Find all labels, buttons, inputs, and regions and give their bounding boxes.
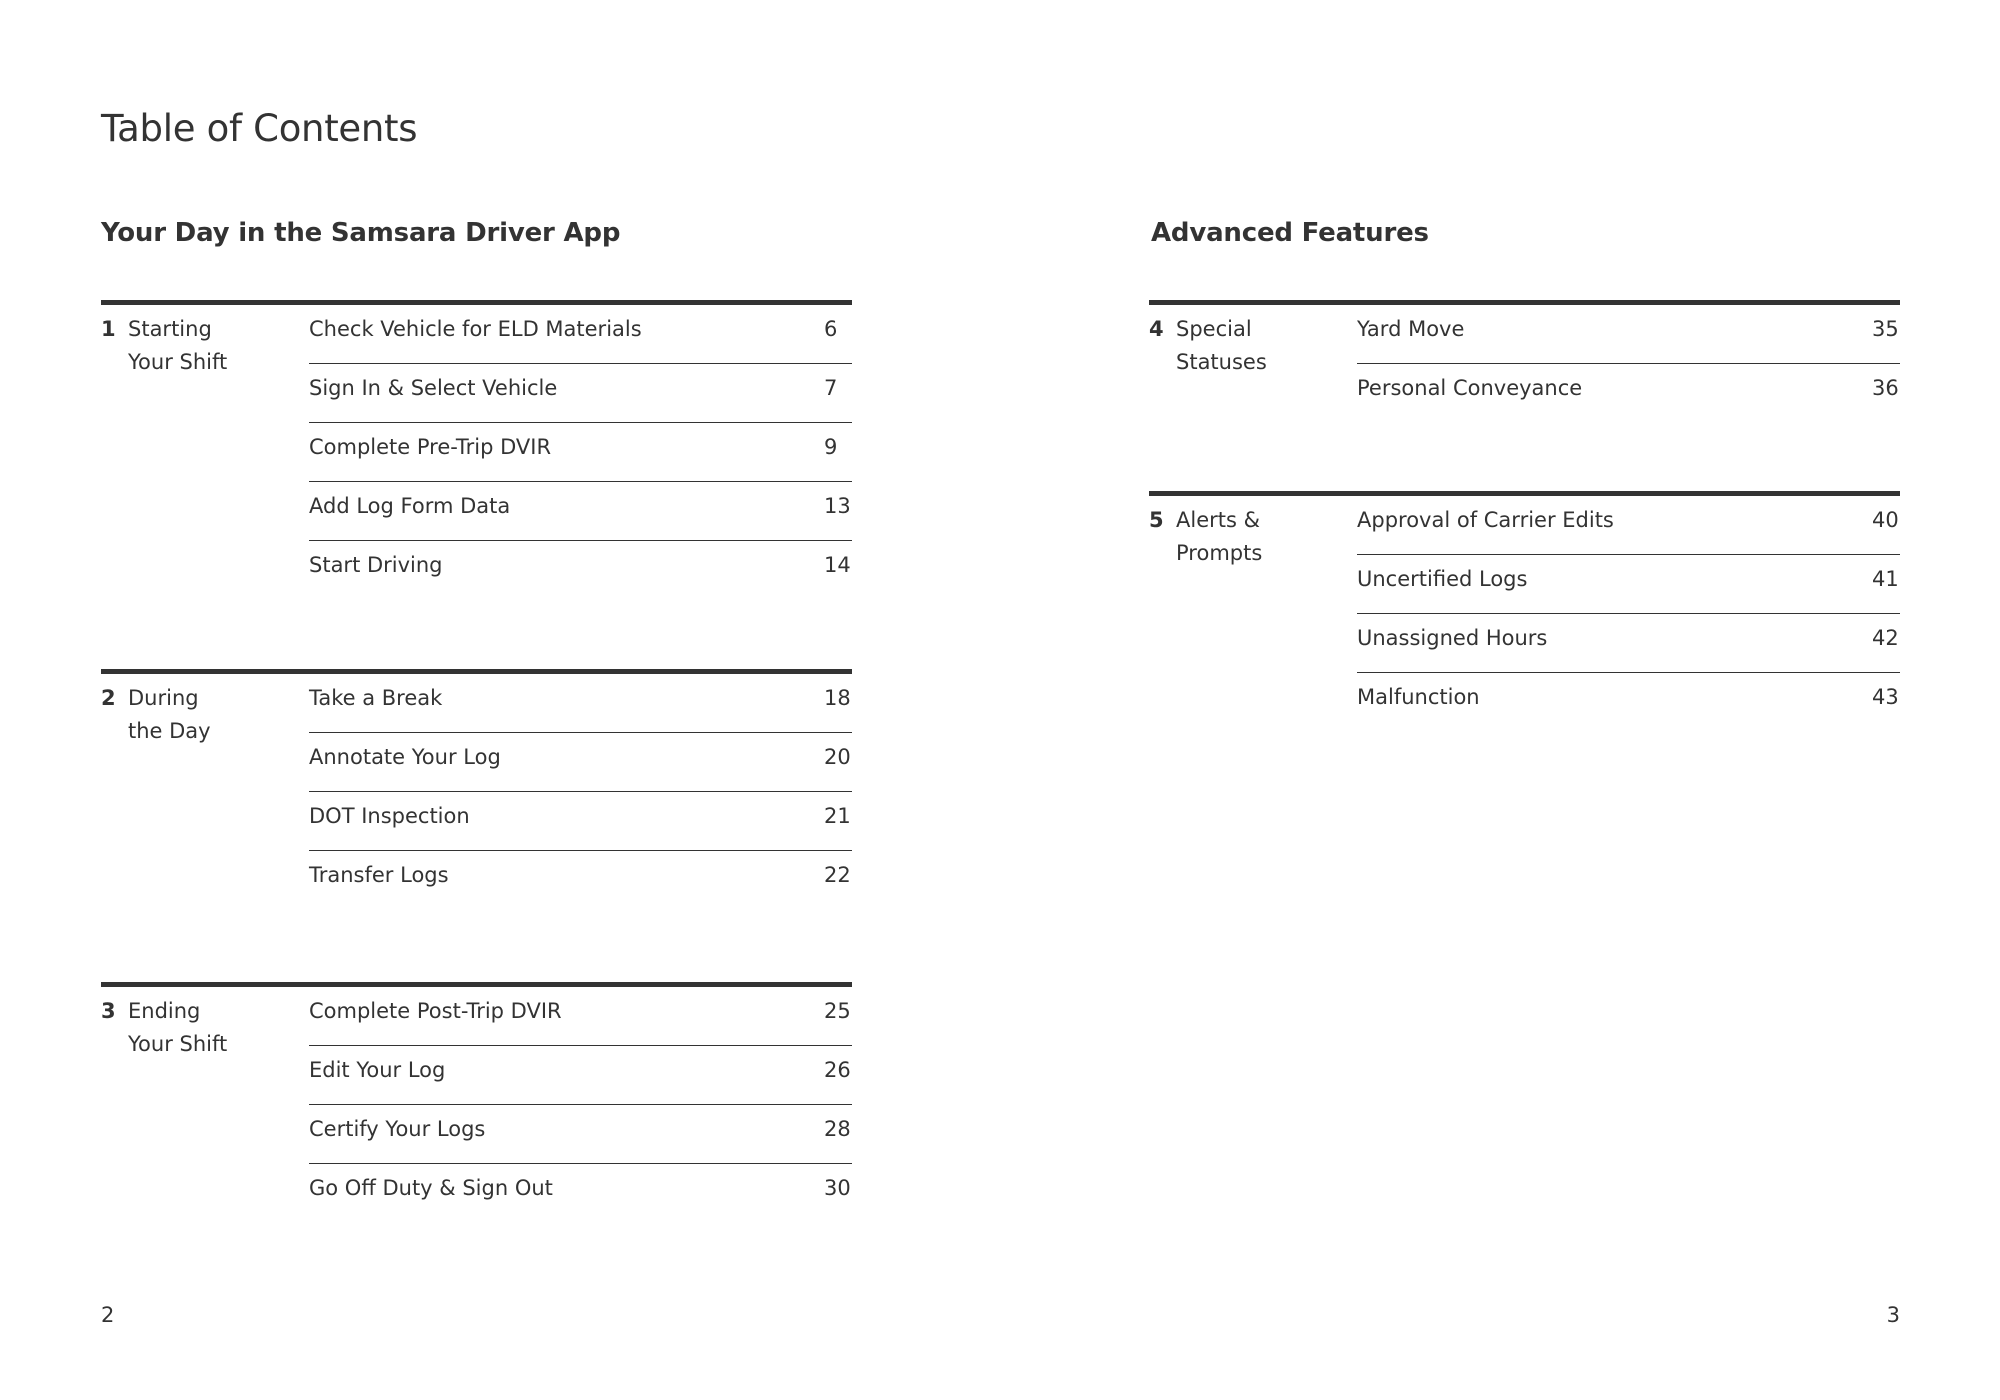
section-name-line: Ending xyxy=(128,999,201,1023)
section-name-line: Prompts xyxy=(1176,541,1263,565)
page-number-right: 3 xyxy=(1886,1303,1900,1327)
toc-entry-list xyxy=(309,305,852,599)
toc-entry-page[interactable]: 28 xyxy=(824,1117,851,1141)
toc-entry-list xyxy=(309,987,852,1222)
toc-entry-title[interactable]: Edit Your Log xyxy=(309,1058,446,1082)
toc-entry[interactable] xyxy=(1357,364,1900,422)
toc-entry[interactable] xyxy=(309,1046,852,1105)
toc-entry-list xyxy=(1357,305,1900,422)
toc-entry[interactable] xyxy=(1357,496,1900,555)
section-name-line: Your Shift xyxy=(128,350,228,374)
toc-entry[interactable] xyxy=(309,1105,852,1164)
toc-entry-title[interactable]: Annotate Your Log xyxy=(309,745,501,769)
toc-entry-page[interactable]: 9 xyxy=(824,435,838,459)
toc-section-1 xyxy=(101,300,852,577)
toc-entry-title[interactable]: Check Vehicle for ELD Materials xyxy=(309,317,642,341)
section-number: 2 xyxy=(101,686,116,710)
column-heading: Your Day in the Samsara Driver App xyxy=(101,218,621,248)
toc-entry-page[interactable]: 26 xyxy=(824,1058,851,1082)
toc-entry-page[interactable]: 43 xyxy=(1872,685,1899,709)
toc-entry[interactable] xyxy=(309,792,852,851)
toc-entry-title[interactable]: Unassigned Hours xyxy=(1357,626,1548,650)
toc-entry-page[interactable]: 7 xyxy=(824,376,838,400)
toc-entry[interactable] xyxy=(309,423,852,482)
section-name-line: Statuses xyxy=(1176,350,1267,374)
toc-entry-title[interactable]: Personal Conveyance xyxy=(1357,376,1583,400)
section-name-line: Special xyxy=(1176,317,1252,341)
section-name xyxy=(128,313,298,379)
toc-entry[interactable] xyxy=(309,364,852,423)
toc-entry-page[interactable]: 40 xyxy=(1872,508,1899,532)
section-number: 5 xyxy=(1149,508,1164,532)
toc-entry-title[interactable]: Certify Your Logs xyxy=(309,1117,486,1141)
toc-section-2 xyxy=(101,669,852,887)
toc-entry-title[interactable]: Take a Break xyxy=(309,686,443,710)
page-title: Table of Contents xyxy=(101,107,418,150)
section-name xyxy=(1176,504,1346,570)
toc-entry-list xyxy=(1357,496,1900,731)
toc-entry[interactable] xyxy=(309,674,852,733)
toc-section-3 xyxy=(101,982,852,1200)
toc-entry-page[interactable]: 6 xyxy=(824,317,838,341)
toc-entry-page[interactable]: 13 xyxy=(824,494,851,518)
toc-entry-title[interactable]: Transfer Logs xyxy=(309,863,449,887)
section-name-line: Your Shift xyxy=(128,1032,228,1056)
section-number: 4 xyxy=(1149,317,1164,341)
section-name xyxy=(128,682,298,748)
toc-entry-page[interactable]: 18 xyxy=(824,686,851,710)
toc-entry[interactable] xyxy=(1357,614,1900,673)
toc-entry-page[interactable]: 35 xyxy=(1872,317,1899,341)
toc-entry-list xyxy=(309,674,852,909)
column-heading: Advanced Features xyxy=(1151,218,1429,248)
toc-entry-title[interactable]: Complete Post-Trip DVIR xyxy=(309,999,562,1023)
section-number: 3 xyxy=(101,999,116,1023)
section-name-line: During xyxy=(128,686,199,710)
toc-section-4 xyxy=(1149,300,1900,400)
page-number-left: 2 xyxy=(101,1303,115,1327)
toc-section-5 xyxy=(1149,491,1900,709)
toc-entry[interactable] xyxy=(309,541,852,599)
toc-entry-title[interactable]: Yard Move xyxy=(1357,317,1465,341)
toc-entry[interactable] xyxy=(309,987,852,1046)
toc-entry[interactable] xyxy=(309,1164,852,1222)
toc-entry-page[interactable]: 30 xyxy=(824,1176,851,1200)
section-name-line: Starting xyxy=(128,317,212,341)
toc-entry-title[interactable]: Add Log Form Data xyxy=(309,494,511,518)
section-number: 1 xyxy=(101,317,116,341)
toc-entry-title[interactable]: Complete Pre-Trip DVIR xyxy=(309,435,552,459)
toc-entry[interactable] xyxy=(1357,555,1900,614)
section-name-line: Alerts & xyxy=(1176,508,1260,532)
toc-entry-page[interactable]: 42 xyxy=(1872,626,1899,650)
toc-entry-page[interactable]: 14 xyxy=(824,553,851,577)
toc-entry-title[interactable]: Sign In & Select Vehicle xyxy=(309,376,558,400)
toc-entry[interactable] xyxy=(309,733,852,792)
toc-entry-title[interactable]: DOT Inspection xyxy=(309,804,470,828)
toc-entry-page[interactable]: 36 xyxy=(1872,376,1899,400)
toc-entry[interactable] xyxy=(1357,673,1900,731)
toc-entry-title[interactable]: Uncertified Logs xyxy=(1357,567,1528,591)
toc-entry[interactable] xyxy=(309,305,852,364)
toc-entry-title[interactable]: Approval of Carrier Edits xyxy=(1357,508,1614,532)
toc-entry-page[interactable]: 20 xyxy=(824,745,851,769)
toc-entry[interactable] xyxy=(309,482,852,541)
toc-entry-page[interactable]: 41 xyxy=(1872,567,1899,591)
toc-entry-title[interactable]: Go Off Duty & Sign Out xyxy=(309,1176,553,1200)
toc-entry[interactable] xyxy=(1357,305,1900,364)
section-name xyxy=(128,995,298,1061)
section-name xyxy=(1176,313,1346,379)
toc-entry[interactable] xyxy=(309,851,852,909)
toc-entry-page[interactable]: 21 xyxy=(824,804,851,828)
toc-entry-title[interactable]: Malfunction xyxy=(1357,685,1480,709)
toc-entry-page[interactable]: 22 xyxy=(824,863,851,887)
toc-entry-title[interactable]: Start Driving xyxy=(309,553,443,577)
section-name-line: the Day xyxy=(128,719,211,743)
toc-entry-page[interactable]: 25 xyxy=(824,999,851,1023)
